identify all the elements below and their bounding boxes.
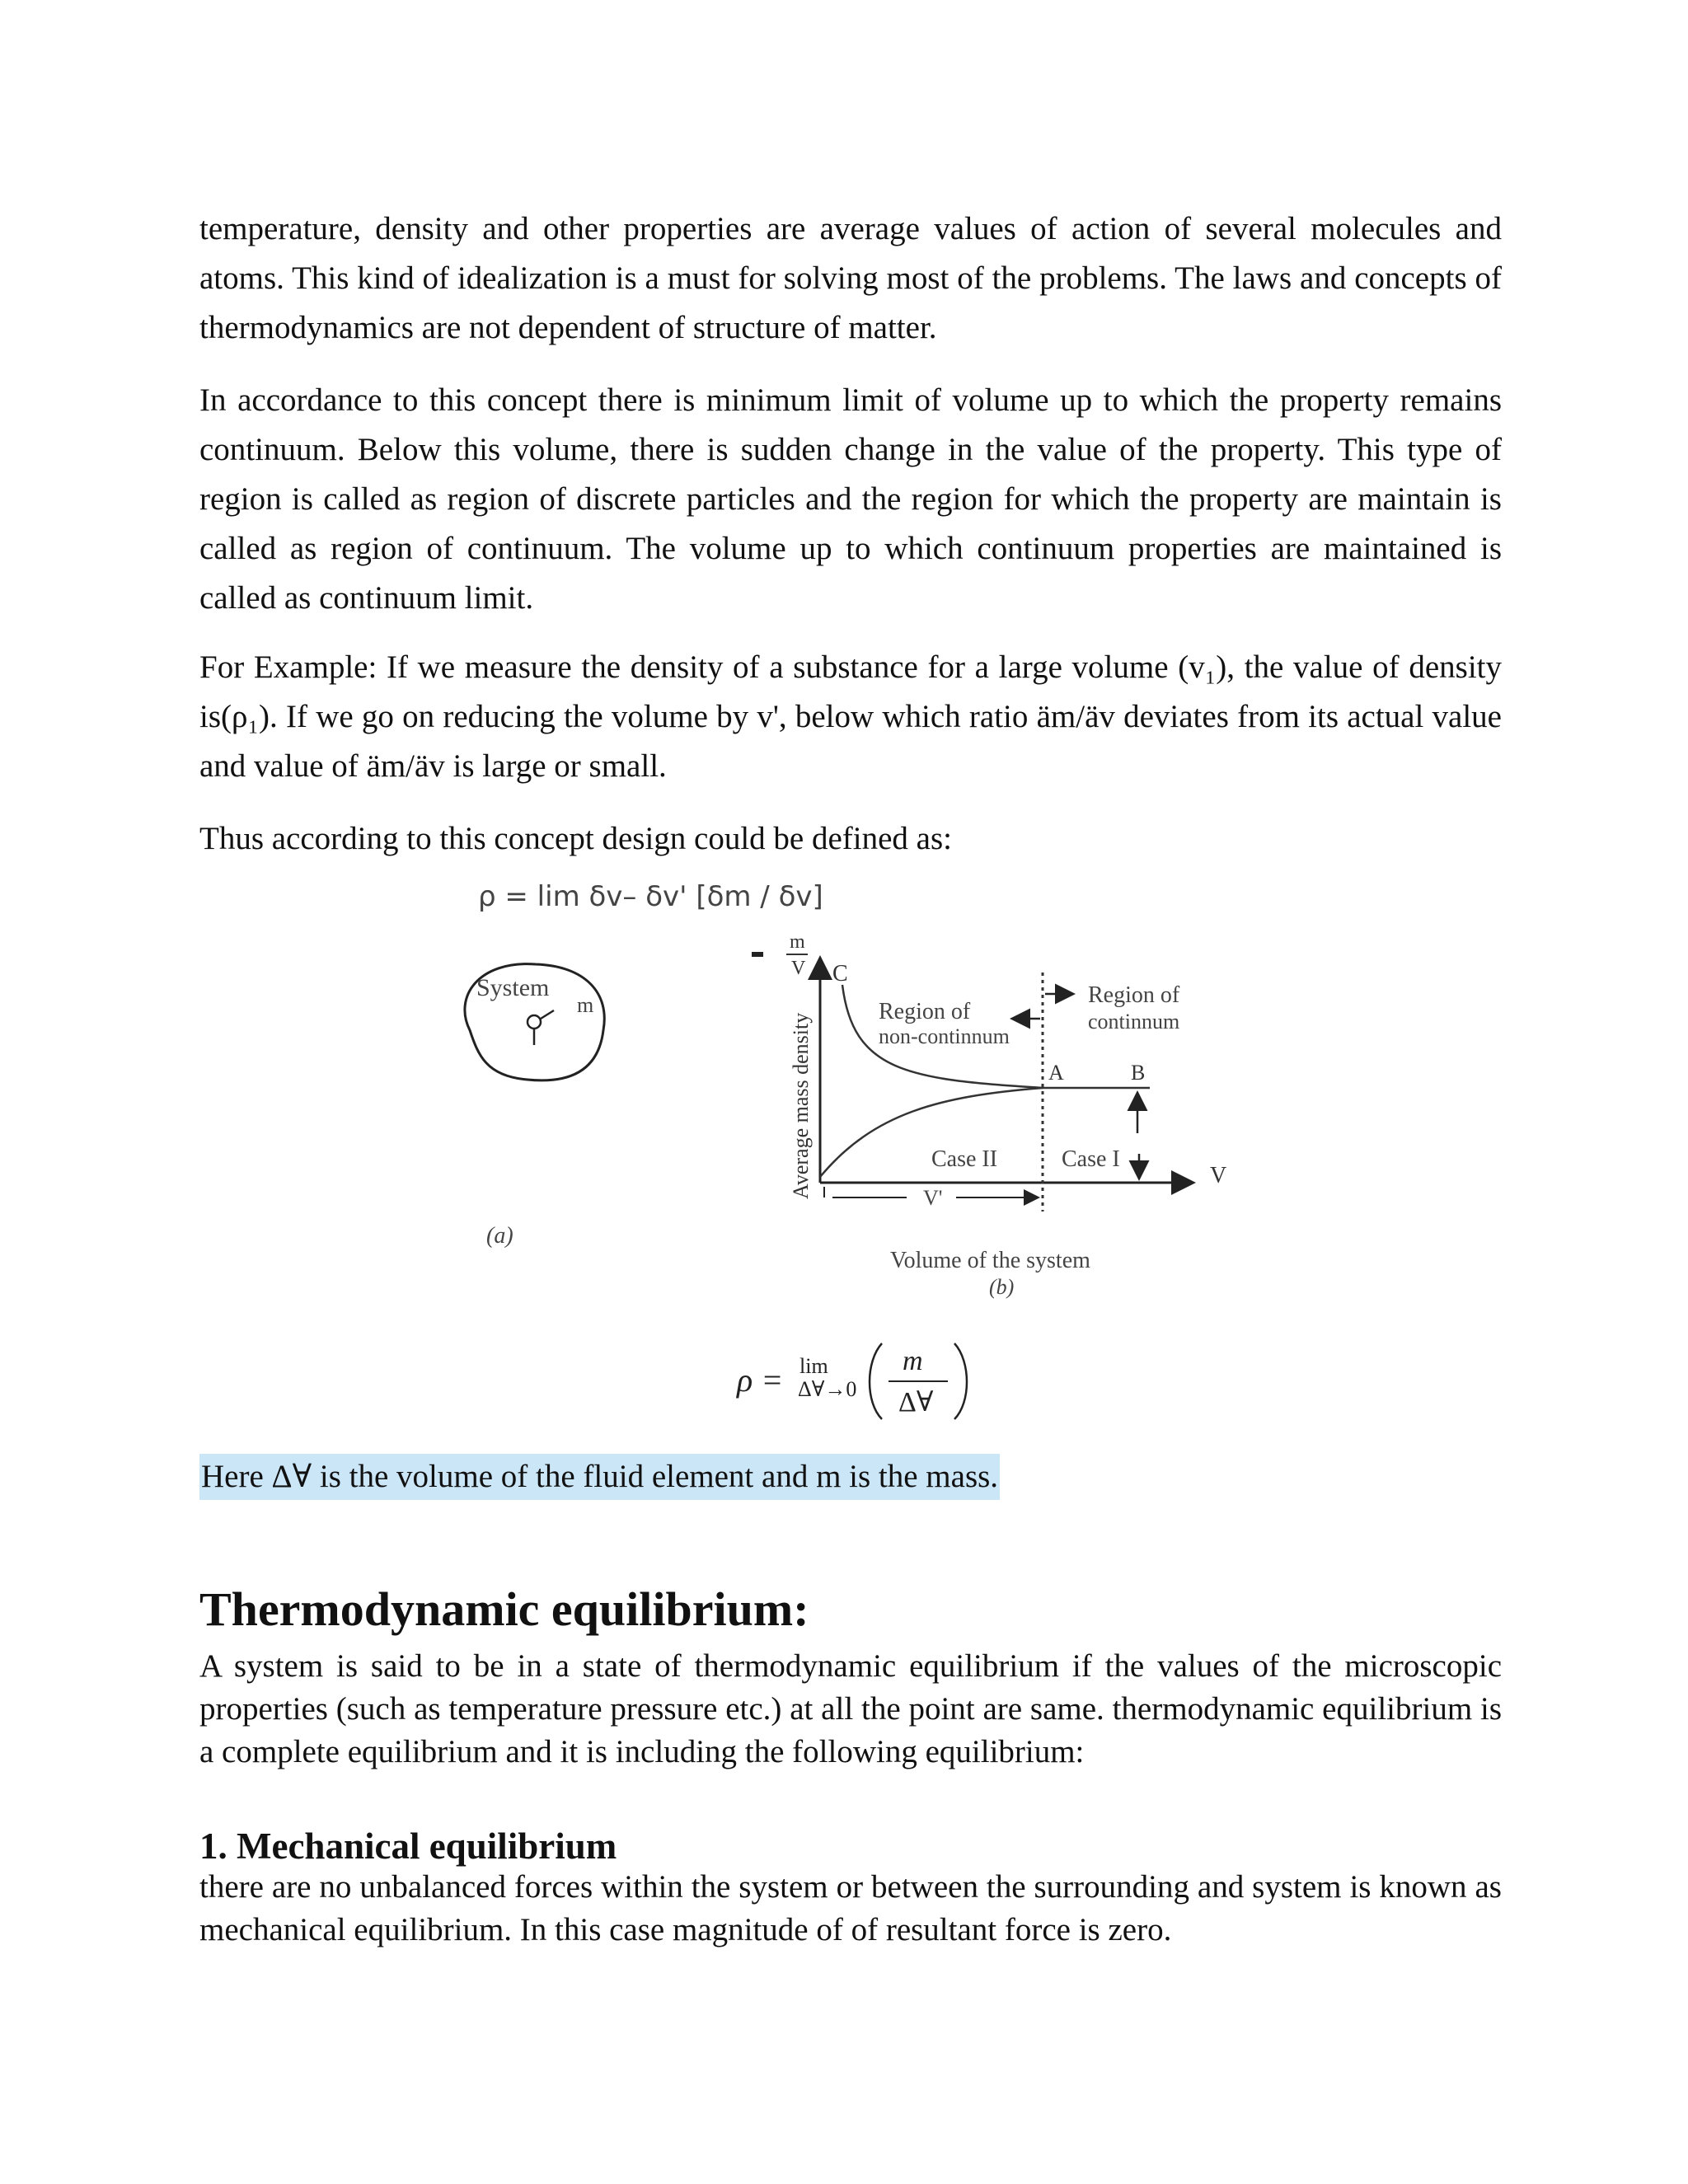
formula-lhs: ρ = [737, 1361, 784, 1399]
formula-left-paren [870, 1343, 882, 1419]
mass-element [528, 1015, 541, 1029]
paragraph-mechanical-equilibrium: there are no unbalanced forces within the system or between the surrounding and system is known as mechanical equilibrium. In this case magnitude of of resultant force is zero. [199, 1869, 1502, 1947]
mass-label: m [577, 993, 594, 1017]
formula-denominator: Δ∀ [898, 1387, 934, 1418]
formula-lim: lim [799, 1354, 828, 1378]
point-c-label: C [832, 961, 848, 987]
panel-b-density-graph [752, 931, 1226, 1299]
highlighted-sentence: Here Δ∀ is the volume of the fluid element and m is the mass. [199, 1454, 1000, 1500]
system-label: System [476, 974, 550, 1001]
heading-thermodynamic-equilibrium: Thermodynamic equilibrium: [199, 1582, 809, 1636]
paragraph-design-definition: Thus according to this concept design could be defined as: [199, 821, 952, 856]
figure-formula-top: ρ = lim δv– δv' [δm / δv] [478, 880, 823, 913]
paragraph-continuum-intro: temperature, density and other properties are average values of action of several molecules and atoms. This kind of idealization is a must for solving most of the problems. The laws and concepts of thermodynamics are not dependent of structure of matter. [199, 211, 1502, 345]
region-continuum-line2: continnum [1088, 1010, 1180, 1033]
paragraph-density-example: For Example: If we measure the density of a substance for a large volume (v₁), the value of density is(ρ₁). If we go on reducing the volume by v', below which ratio äm/äv deviates from its actual value and value of äm/äv is large or small. [199, 649, 1502, 784]
case-two-label: Case II [931, 1146, 998, 1172]
continuum-figure [445, 915, 1269, 1310]
formula-right-paren [954, 1343, 967, 1419]
formula-limit-subscript: Δ∀→0 [798, 1377, 857, 1401]
panel-a-system-sketch [465, 964, 604, 1249]
heading-mechanical-equilibrium: 1. Mechanical equilibrium [199, 1825, 617, 1867]
density-limit-formula [734, 1329, 1014, 1427]
paragraph-continuum-limit: In accordance to this concept there is minimum limit of volume up to which the property remains continuum. Below this volume, there is sudden change in the value of the property. This type of region is called as region of discrete particles and the region for which the property are maintain is called as region of continuum. The volume up to which continuum properties are maintained is called as continuum limit. [199, 382, 1502, 616]
y-axis-denominator: V [791, 958, 806, 979]
y-axis-label: Average mass density [789, 1012, 813, 1199]
region-continuum-line1: Region of [1088, 982, 1180, 1008]
x-axis-symbol: V [1210, 1163, 1227, 1188]
panel-a-caption: (a) [486, 1223, 513, 1249]
point-a-label: A [1048, 1061, 1064, 1085]
point-b-label: B [1131, 1061, 1146, 1085]
panel-b-caption: (b) [989, 1275, 1015, 1299]
region-noncontinuum-line2: non-continnum [879, 1024, 1010, 1048]
x-axis-title: Volume of the system [890, 1248, 1090, 1273]
v-prime-label: V' [923, 1186, 943, 1210]
y-axis-numerator: m [790, 931, 805, 953]
region-noncontinuum-line1: Region of [879, 999, 971, 1024]
fraction-marker [752, 952, 763, 957]
paragraph-thermodynamic-equilibrium: A system is said to be in a state of thermodynamic equilibrium if the values of the microscopic properties (such as temperature pressure etc.) at all the point are same. thermodynamic equilibrium is a complete equilibrium and it is including the following equilibrium: [199, 1648, 1502, 1769]
case-one-label: Case I [1062, 1146, 1120, 1172]
formula-numerator: m [903, 1346, 923, 1376]
mass-leader [541, 1010, 554, 1019]
